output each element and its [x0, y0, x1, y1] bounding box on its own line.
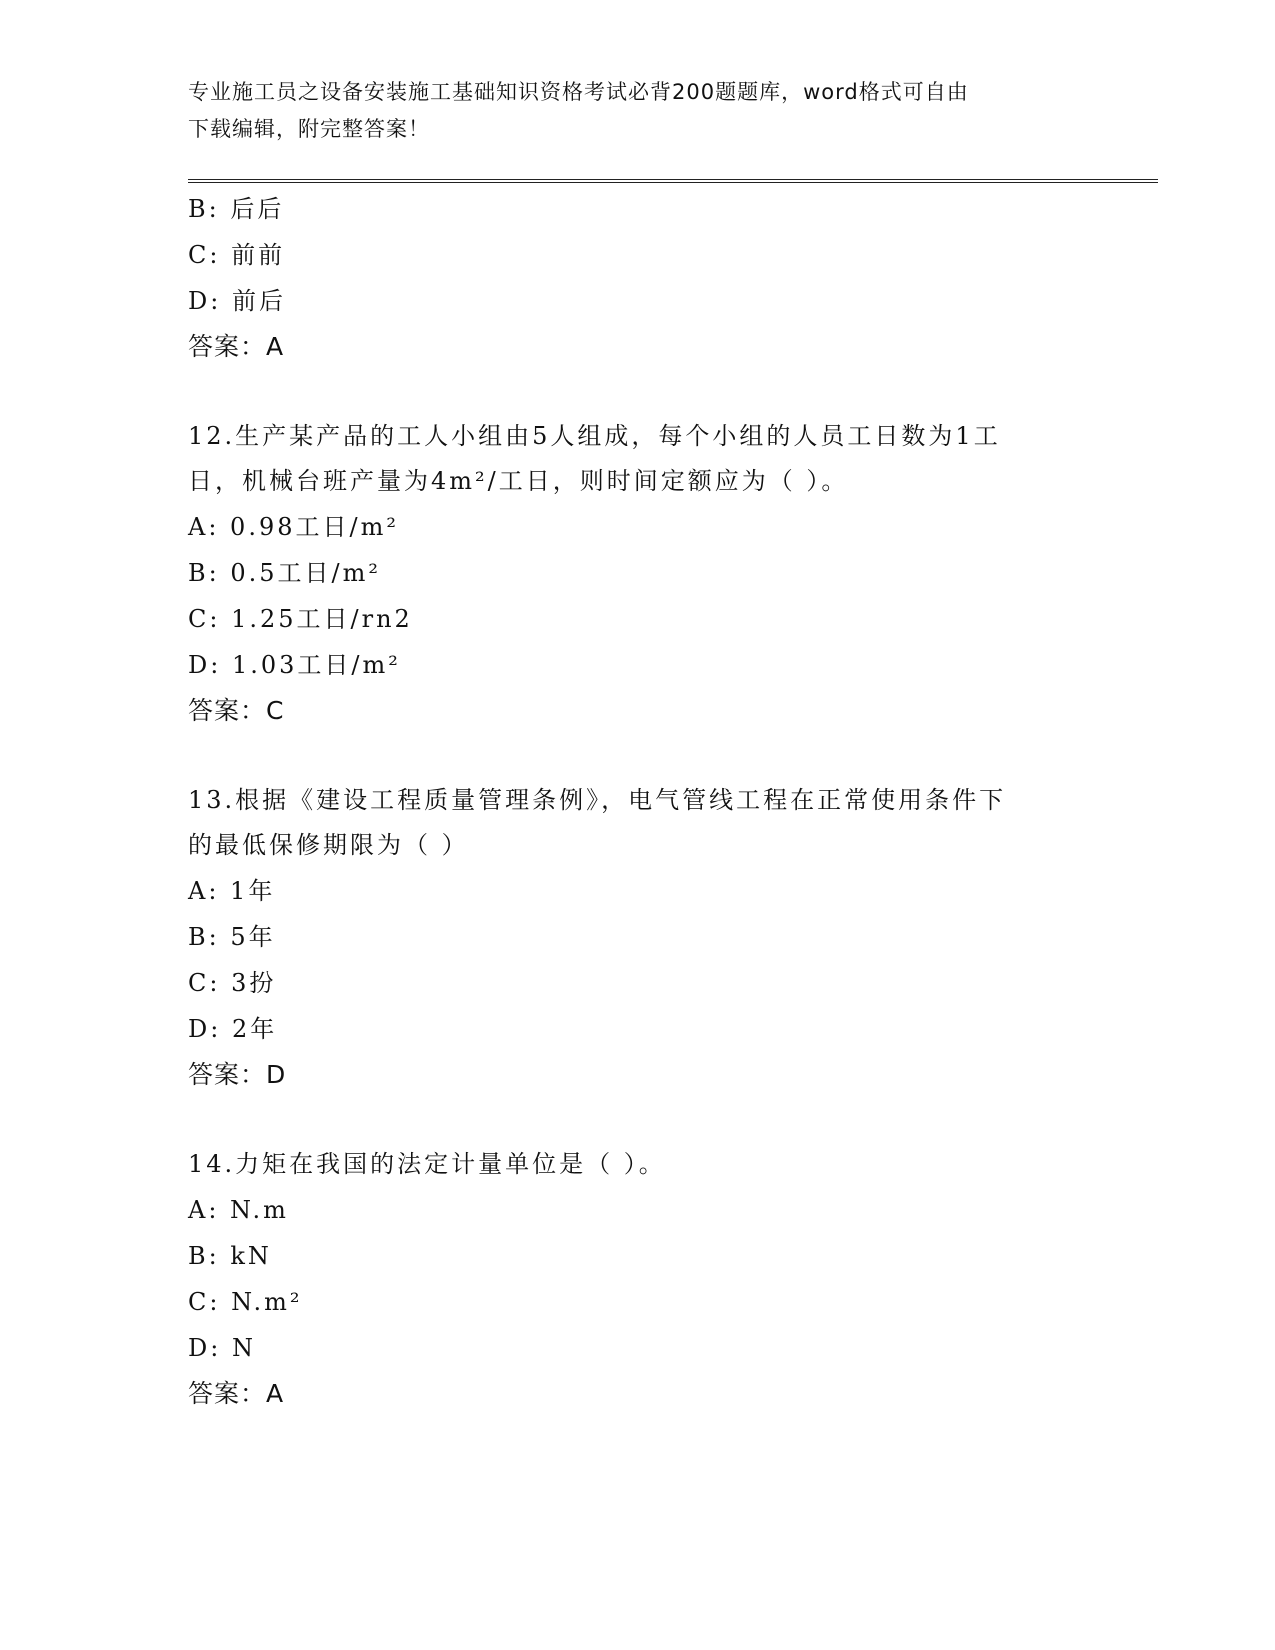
option-b: B: kN: [188, 1242, 272, 1270]
option-d: D: 1.03工日/m²: [188, 651, 401, 679]
option-c: C: 1.25工日/rn2: [188, 605, 413, 633]
option-d: D: 2年: [188, 1015, 278, 1043]
question-list: [188, 186, 1088, 1417]
answer-line: 答案：D: [188, 1060, 287, 1089]
question-12: [188, 414, 1088, 734]
option-c: C: 3扮: [188, 969, 277, 997]
header-divider-top: [188, 179, 1158, 180]
option-b: B: 0.5工日/m²: [188, 559, 381, 587]
spacer: [188, 1098, 1088, 1142]
header-title-line-2: 下载编辑，附完整答案！: [188, 117, 430, 141]
spacer: [188, 734, 1088, 778]
option-d: D: N: [188, 1334, 256, 1362]
spacer: [188, 370, 1088, 414]
option-a: A: 0.98工日/m²: [188, 513, 399, 541]
option-b: B: 5年: [188, 923, 276, 951]
header-divider-bottom: [188, 182, 1158, 183]
answer-line: 答案：A: [188, 1379, 285, 1408]
answer-line: 答案：C: [188, 696, 285, 725]
option-b: B: 后后: [188, 195, 285, 223]
question-14: [188, 1142, 1088, 1417]
option-c: C: N.m²: [188, 1288, 303, 1316]
question-text-line: 12.生产某产品的工人小组由5人组成，每个小组的人员工日数为1工: [188, 422, 1001, 450]
option-a: A: 1年: [188, 877, 276, 905]
question-11-partial: [188, 186, 1088, 370]
question-text-line: 的最低保修期限为（ ）: [188, 831, 469, 859]
document-header: [188, 74, 1088, 148]
option-c: C: 前前: [188, 241, 286, 269]
option-a: A: N.m: [188, 1196, 289, 1224]
option-d: D: 前后: [188, 287, 286, 315]
answer-line: 答案：A: [188, 332, 285, 361]
question-text-line: 日，机械台班产量为4m²/工日，则时间定额应为（ ）。: [188, 467, 849, 495]
header-title-line-1: 专业施工员之设备安装施工基础知识资格考试必背200题题库，word格式可自由: [188, 80, 969, 104]
question-text-line: 13.根据《建设工程质量管理条例》，电气管线工程在正常使用条件下: [188, 786, 1007, 814]
question-13: [188, 778, 1088, 1098]
question-text-line: 14.力矩在我国的法定计量单位是（ ）。: [188, 1150, 666, 1178]
